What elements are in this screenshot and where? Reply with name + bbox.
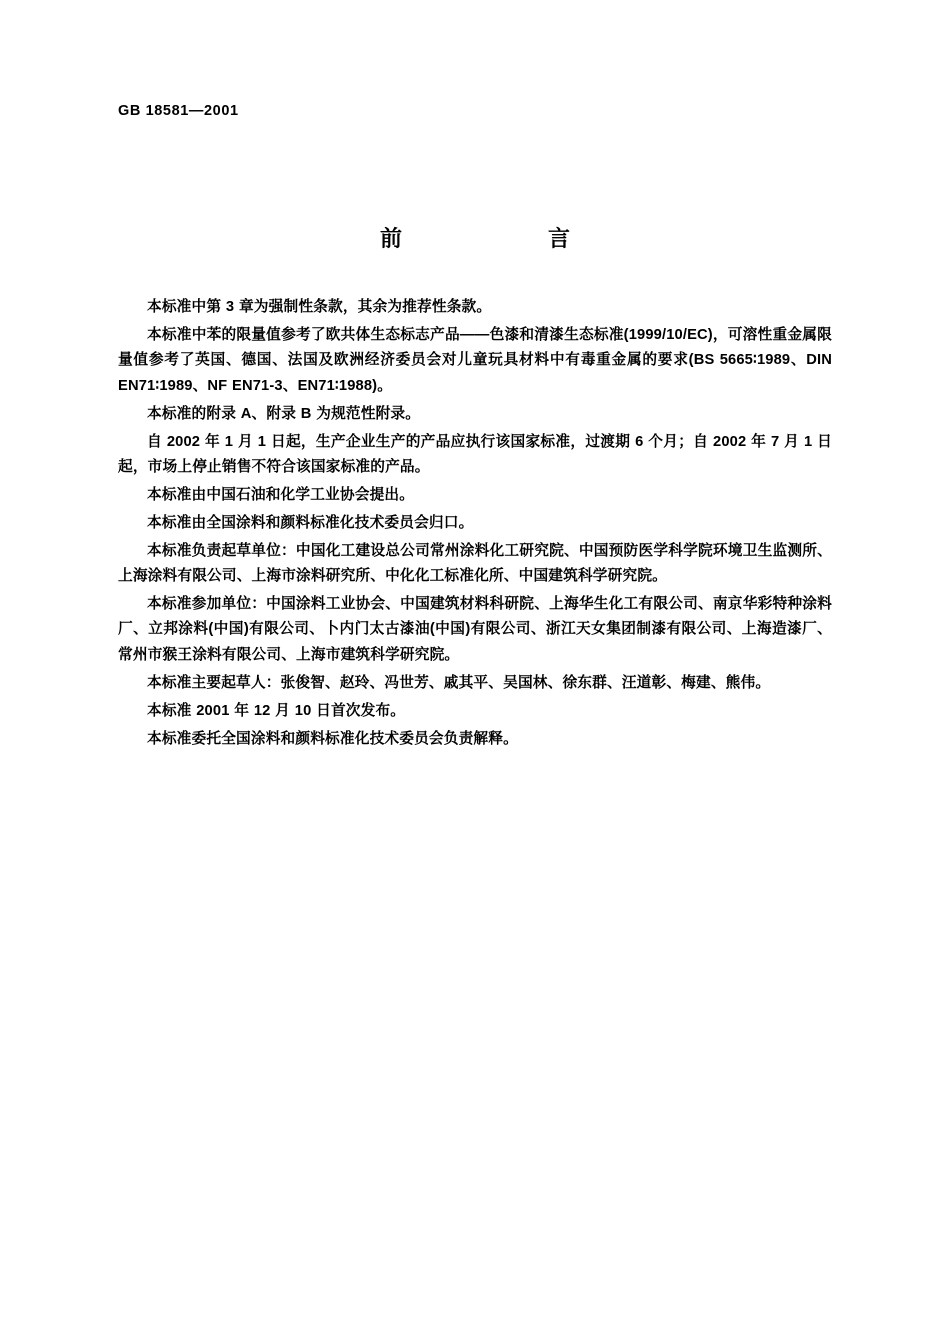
paragraph: 本标准委托全国涂料和颜料标准化技术委员会负责解释。 (147, 730, 518, 747)
paragraph: 本标准由全国涂料和颜料标准化技术委员会归口。 (147, 514, 474, 531)
paragraph: 本标准由中国石油和化学工业协会提出。 (147, 486, 415, 503)
paragraph: 本标准的附录 A、附录 B 为规范性附录。 (147, 405, 421, 422)
foreword-body (118, 295, 832, 754)
paragraph: 本标准负责起草单位：中国化工建设总公司常州涂料化工研究院、中国预防医学科学院环境卫生监测所、上海涂料有限公司、上海市涂料研究所、中化化工标准化所、中国建筑科学研究院。 (118, 542, 832, 585)
page-title: 前 言 (379, 226, 604, 251)
paragraph: 本标准中苯的限量值参考了欧共体生态标志产品——色漆和清漆生态标准(1999/10/EC)，可溶性重金属限量值参考了英国、德国、法国及欧洲经济委员会对儿童玩具材料中有毒重金属的要求(BS 5665∶1989、DIN EN71∶1989、NF EN71-3、EN71∶1988)。 (118, 326, 832, 394)
standard-number-header: GB 18581—2001 (118, 103, 239, 119)
paragraph: 本标准 2001 年 12 月 10 日首次发布。 (147, 702, 406, 719)
paragraph: 本标准主要起草人：张俊智、赵玲、冯世芳、戚其平、吴国林、徐东群、汪道彰、梅建、熊伟。 (147, 674, 771, 691)
paragraph: 本标准参加单位：中国涂料工业协会、中国建筑材料科研院、上海华生化工有限公司、南京华彩特种涂料厂、立邦涂料(中国)有限公司、卜内门太古漆油(中国)有限公司、浙江天女集团制漆有限公司、上海造漆厂、常州市猴王涂料有限公司、上海市建筑科学研究院。 (118, 595, 832, 663)
paragraph: 本标准中第 3 章为强制性条款，其余为推荐性条款。 (147, 299, 492, 315)
paragraph: 自 2002 年 1 月 1 日起，生产企业生产的产品应执行该国家标准，过渡期 6 个月；自 2002 年 7 月 1 日起，市场上停止销售不符合该国家标准的产品。 (118, 433, 832, 475)
